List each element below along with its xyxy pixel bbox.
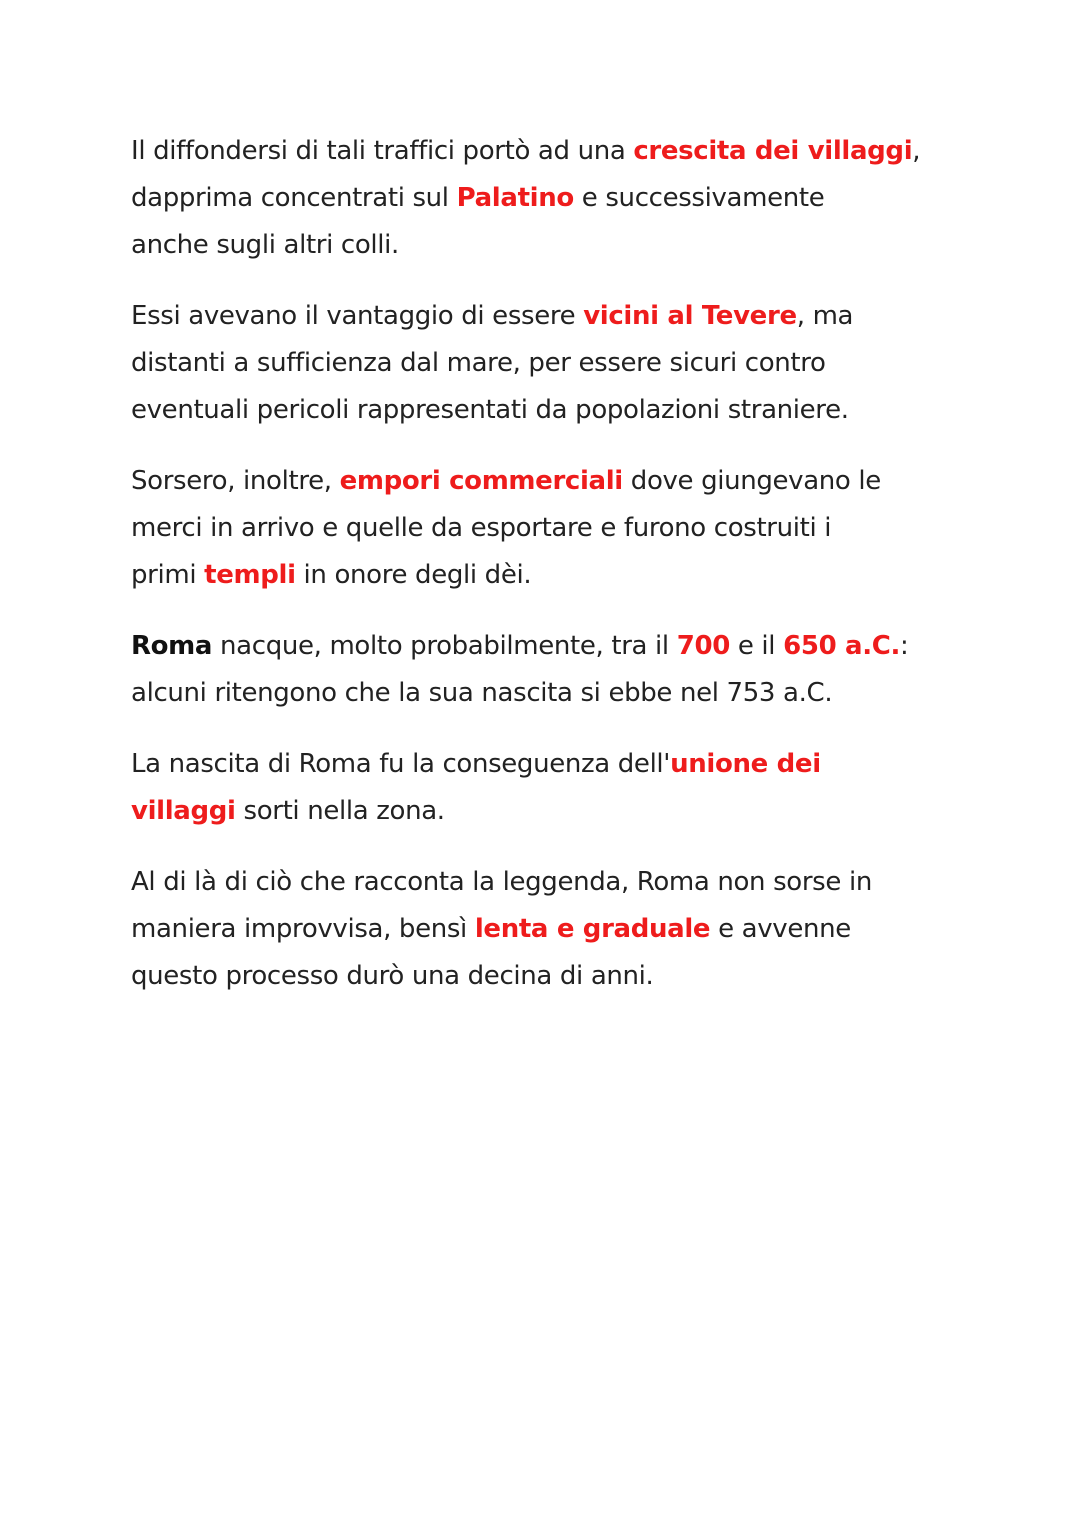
text-line <box>131 505 961 552</box>
text-run: eventuali pericoli rappresentati da popolazioni straniere. <box>131 395 849 425</box>
text-run: e avvenne <box>710 914 851 944</box>
document-page <box>131 128 961 1024</box>
text-run: , <box>912 136 921 166</box>
document-body <box>131 128 961 1000</box>
highlighted-term: vicini al Tevere <box>583 301 797 331</box>
text-run: e successivamente <box>573 183 825 213</box>
text-line <box>131 741 961 788</box>
text-run: : <box>900 631 909 661</box>
text-line <box>131 953 961 1000</box>
text-line <box>131 623 961 670</box>
highlighted-term: unione dei <box>670 749 821 779</box>
text-run: Sorsero, inoltre, <box>131 466 340 496</box>
text-run: questo processo durò una decina di anni. <box>131 961 654 991</box>
paragraph <box>131 741 961 835</box>
text-line <box>131 458 961 505</box>
text-run: dove giungevano le <box>622 466 881 496</box>
text-run: primi <box>131 560 205 590</box>
text-line <box>131 340 961 387</box>
paragraph <box>131 458 961 599</box>
paragraph <box>131 128 961 269</box>
text-line <box>131 175 961 222</box>
text-line <box>131 552 961 599</box>
text-run: dapprima concentrati sul <box>131 183 457 213</box>
highlighted-term: villaggi <box>131 796 236 826</box>
highlighted-term: templi <box>204 560 296 590</box>
text-line <box>131 222 961 269</box>
text-run: nacque, molto probabilmente, tra il <box>212 631 677 661</box>
highlighted-term: empori commerciali <box>339 466 623 496</box>
text-line <box>131 906 961 953</box>
text-run: sorti nella zona. <box>235 796 445 826</box>
highlighted-term: lenta e graduale <box>474 914 711 944</box>
highlighted-term: 700 <box>676 631 730 661</box>
text-line <box>131 293 961 340</box>
text-line <box>131 859 961 906</box>
highlighted-term: 650 a.C. <box>783 631 900 661</box>
text-run: merci in arrivo e quelle da esportare e furono costruiti i <box>131 513 832 543</box>
text-run: maniera improvvisa, bensì <box>131 914 475 944</box>
text-run: La nascita di Roma fu la conseguenza dell' <box>131 749 671 779</box>
text-run: distanti a sufficienza dal mare, per essere sicuri contro <box>131 348 826 378</box>
highlighted-term: Palatino <box>456 183 574 213</box>
text-run: anche sugli altri colli. <box>131 230 399 260</box>
text-run: Al di là di ciò che racconta la leggenda, Roma non sorse in <box>131 867 872 897</box>
text-line <box>131 128 961 175</box>
paragraph <box>131 623 961 717</box>
text-run: Essi avevano il vantaggio di essere <box>131 301 584 331</box>
text-run: , ma <box>796 301 854 331</box>
text-run: e il <box>729 631 784 661</box>
text-run: Il diffondersi di tali traffici portò ad una <box>131 136 634 166</box>
highlighted-term: crescita dei villaggi <box>633 136 913 166</box>
text-run: alcuni ritengono che la sua nascita si ebbe nel 753 a.C. <box>131 678 833 708</box>
text-line <box>131 387 961 434</box>
paragraph <box>131 293 961 434</box>
text-run: in onore degli dèi. <box>295 560 532 590</box>
text-line <box>131 788 961 835</box>
text-line <box>131 670 961 717</box>
bold-term: Roma <box>131 631 213 661</box>
paragraph <box>131 859 961 1000</box>
